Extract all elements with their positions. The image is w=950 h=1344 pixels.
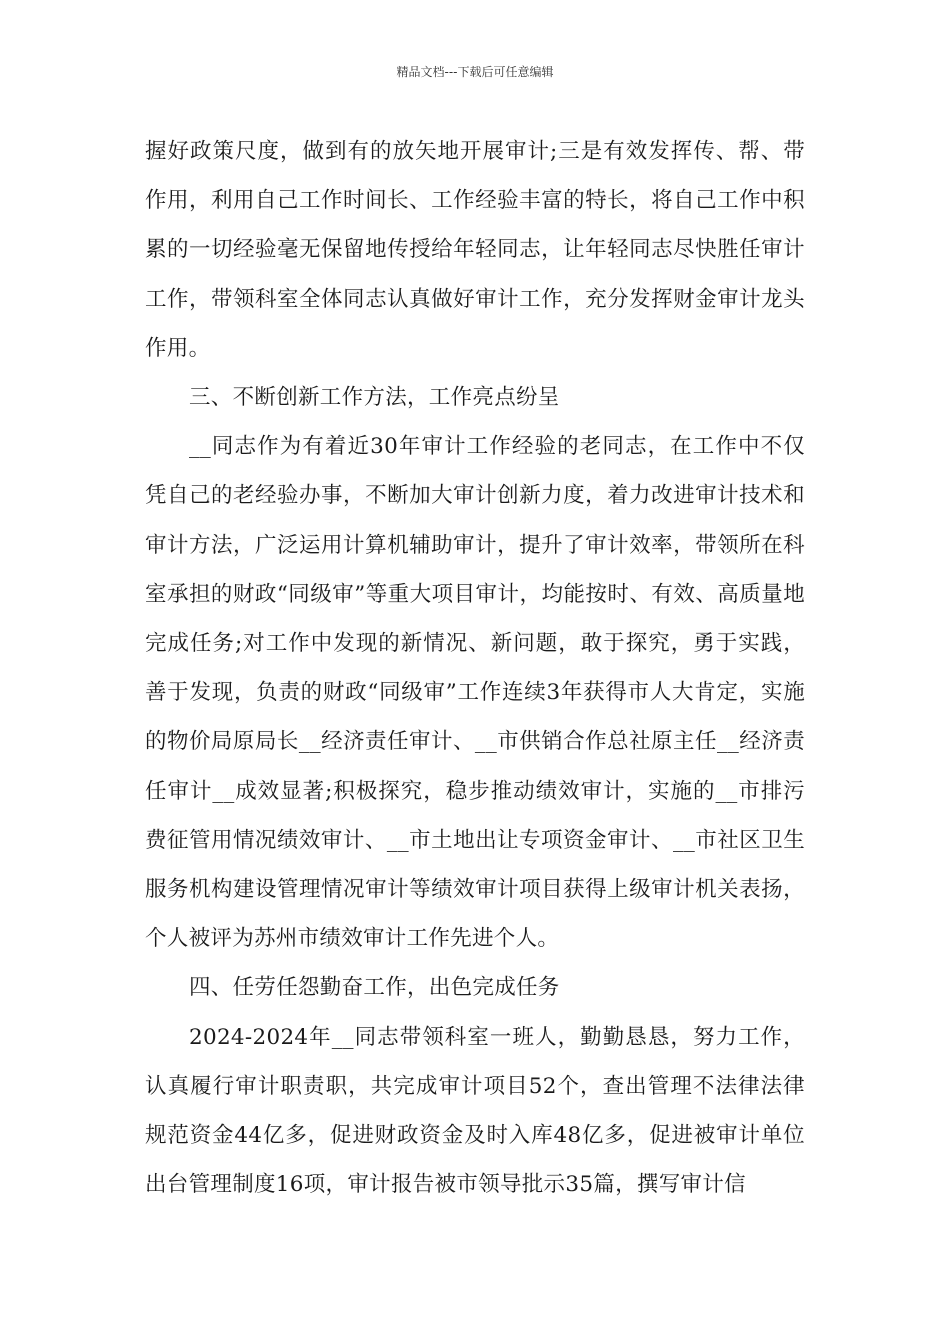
- section-heading-4: 四、任劳任怨勤奋工作，出色完成任务: [189, 975, 560, 1001]
- document-body: [145, 127, 805, 1209]
- paragraph-innovation: __同志作为有着近30年审计工作经验的老同志，在工作中不仅凭自己的老经验办事，不断加大审计创新力度，着力改进审计技术和审计方法，广泛运用计算机辅助审计，提升了审计效率，带领所在科室承担的财政“同级审”等重大项目审计，均能按时、有效、高质量地完成任务;对工作中发现的新情况、新问题，敢于探究，勇于实践，善于发现，负责的财政“同级审”工作连续3年获得市人大肯定，实施的物价局原局长__经济责任审计、__市供销合作总社原主任__经济责任审计__成效显著;积极探究，稳步推动绩效审计，实施的__市排污费征管用情况绩效审计、__市土地出让专项资金审计、__市社区卫生服务机构建设管理情况审计等绩效审计项目获得上级审计机关表扬，个人被评为苏州市绩效审计工作先进个人。: [145, 434, 805, 952]
- paragraph-continuation: 握好政策尺度，做到有的放矢地开展审计;三是有效发挥传、帮、带作用，利用自己工作时间长、工作经验丰富的特长，将自己工作中积累的一切经验毫无保留地传授给年轻同志，让年轻同志尽快胜任审计工作，带领科室全体同志认真做好审计工作，充分发挥财金审计龙头作用。: [145, 139, 805, 361]
- page-header: 精品文档---下载后可任意编辑: [396, 65, 554, 79]
- section-heading-3: 三、不断创新工作方法，工作亮点纷呈: [189, 385, 560, 411]
- paragraph-achievements: 2024-2024年__同志带领科室一班人，勤勤恳恳，努力工作，认真履行审计职责职，共完成审计项目52个，查出管理不法律法律规范资金44亿多，促进财政资金及时入库48亿多，促进被审计单位出台管理制度16项，审计报告被市领导批示35篇，撰写审计信: [145, 1024, 805, 1198]
